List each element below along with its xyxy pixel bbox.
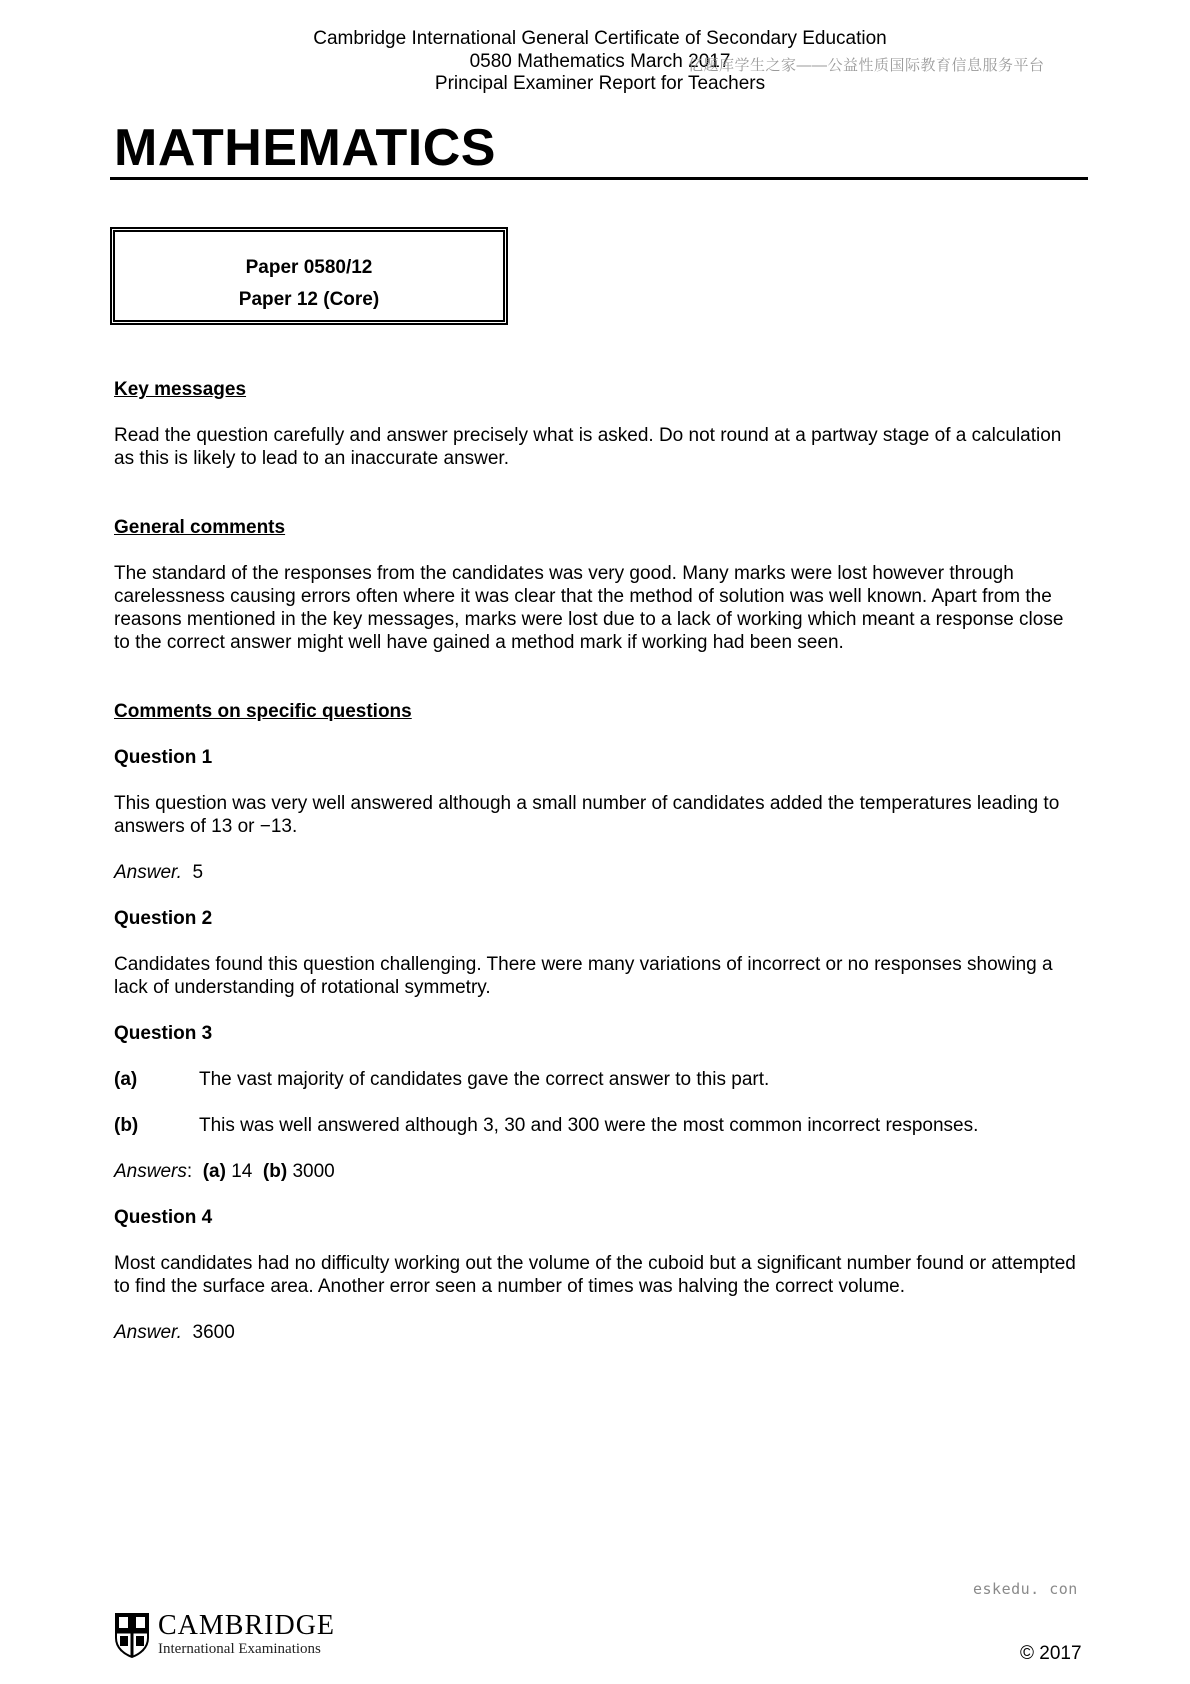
general-comments-heading: General comments: [114, 517, 286, 538]
question-4-heading: Question 4: [114, 1207, 213, 1228]
logo-subtitle: International Examinations: [158, 1641, 321, 1657]
title-divider: [110, 177, 1088, 180]
report-body: [114, 378, 1084, 1344]
question-4-answer: [114, 1321, 1084, 1344]
part-label: (a): [114, 1069, 138, 1090]
key-messages-heading: Key messages: [114, 379, 247, 400]
part-text: This was well answered although 3, 30 and 300 were the most common incorrect responses.: [199, 1115, 979, 1136]
paper-code: Paper 0580/12: [245, 257, 373, 278]
header-line-2: 0580 Mathematics March 2017: [469, 50, 731, 72]
logo-name: CAMBRIDGE: [158, 1610, 336, 1641]
footer-watermark: eskedu. con: [973, 1580, 1078, 1598]
key-messages-text: Read the question carefully and answer precisely what is asked. Do not round at a partway stage of a calculation as this is likely to lead to an inaccurate answer.: [114, 425, 1062, 469]
question-1-heading: Question 1: [114, 747, 213, 768]
answer-value: 3600: [192, 1322, 235, 1343]
question-3-answers: Answers: (a) 14 (b) 3000: [114, 1161, 335, 1182]
question-2-heading: Question 2: [114, 908, 213, 929]
answer-label: Answer.: [114, 862, 182, 883]
cambridge-logo: [114, 1612, 335, 1658]
paper-box: [110, 227, 508, 325]
answer-b-label: (b): [262, 1161, 288, 1182]
answer-a-label: (a): [202, 1161, 226, 1182]
cambridge-crest-icon: [114, 1612, 150, 1658]
answer-value: 5: [192, 862, 204, 883]
answer-a-value: 14: [231, 1161, 253, 1182]
answer-label: Answer.: [114, 1322, 182, 1343]
header-line-3: Principal Examiner Report for Teachers: [434, 73, 766, 94]
question-4-text: Most candidates had no difficulty working out the volume of the cuboid but a significant number found or attempted to find the surface area. Another error seen a number of times was halving the correct volume.: [114, 1253, 1076, 1297]
header-line-1: Cambridge International General Certificate of Secondary Education: [313, 28, 887, 49]
part-text: The vast majority of candidates gave the correct answer to this part.: [199, 1069, 770, 1090]
question-2-text: Candidates found this question challenging. There were many variations of incorrect or no responses showing a lack of understanding of rotational symmetry.: [114, 954, 1053, 998]
top-watermark: 亿题库学生之家——公益性质国际教育信息服务平台: [688, 57, 1045, 74]
question-3-part-b: [114, 1114, 1084, 1137]
paper-name: Paper 12 (Core): [238, 289, 380, 310]
subject-title: MATHEMATICS: [114, 119, 496, 177]
copyright: © 2017: [1020, 1643, 1082, 1664]
part-label: (b): [114, 1115, 139, 1136]
question-3-heading: Question 3: [114, 1023, 213, 1044]
question-1-answer: [114, 861, 1084, 884]
answer-b-value: 3000: [292, 1161, 335, 1182]
answers-label: Answers: [114, 1161, 187, 1182]
specific-questions-heading: Comments on specific questions: [114, 701, 412, 722]
question-1-text: This question was very well answered although a small number of candidates added the temperatures leading to answers of 13 or −13.: [114, 793, 1060, 837]
question-3-part-a: [114, 1068, 1084, 1091]
general-comments-text: The standard of the responses from the candidates was very good. Many marks were lost however through carelessness causing errors often where it was clear that the method of solution was well known. Apart from the reasons mentioned in the key messages, marks were lost due to a lack of working which meant a response close to the correct answer might well have gained a method mark if working had been seen.: [114, 563, 1064, 653]
